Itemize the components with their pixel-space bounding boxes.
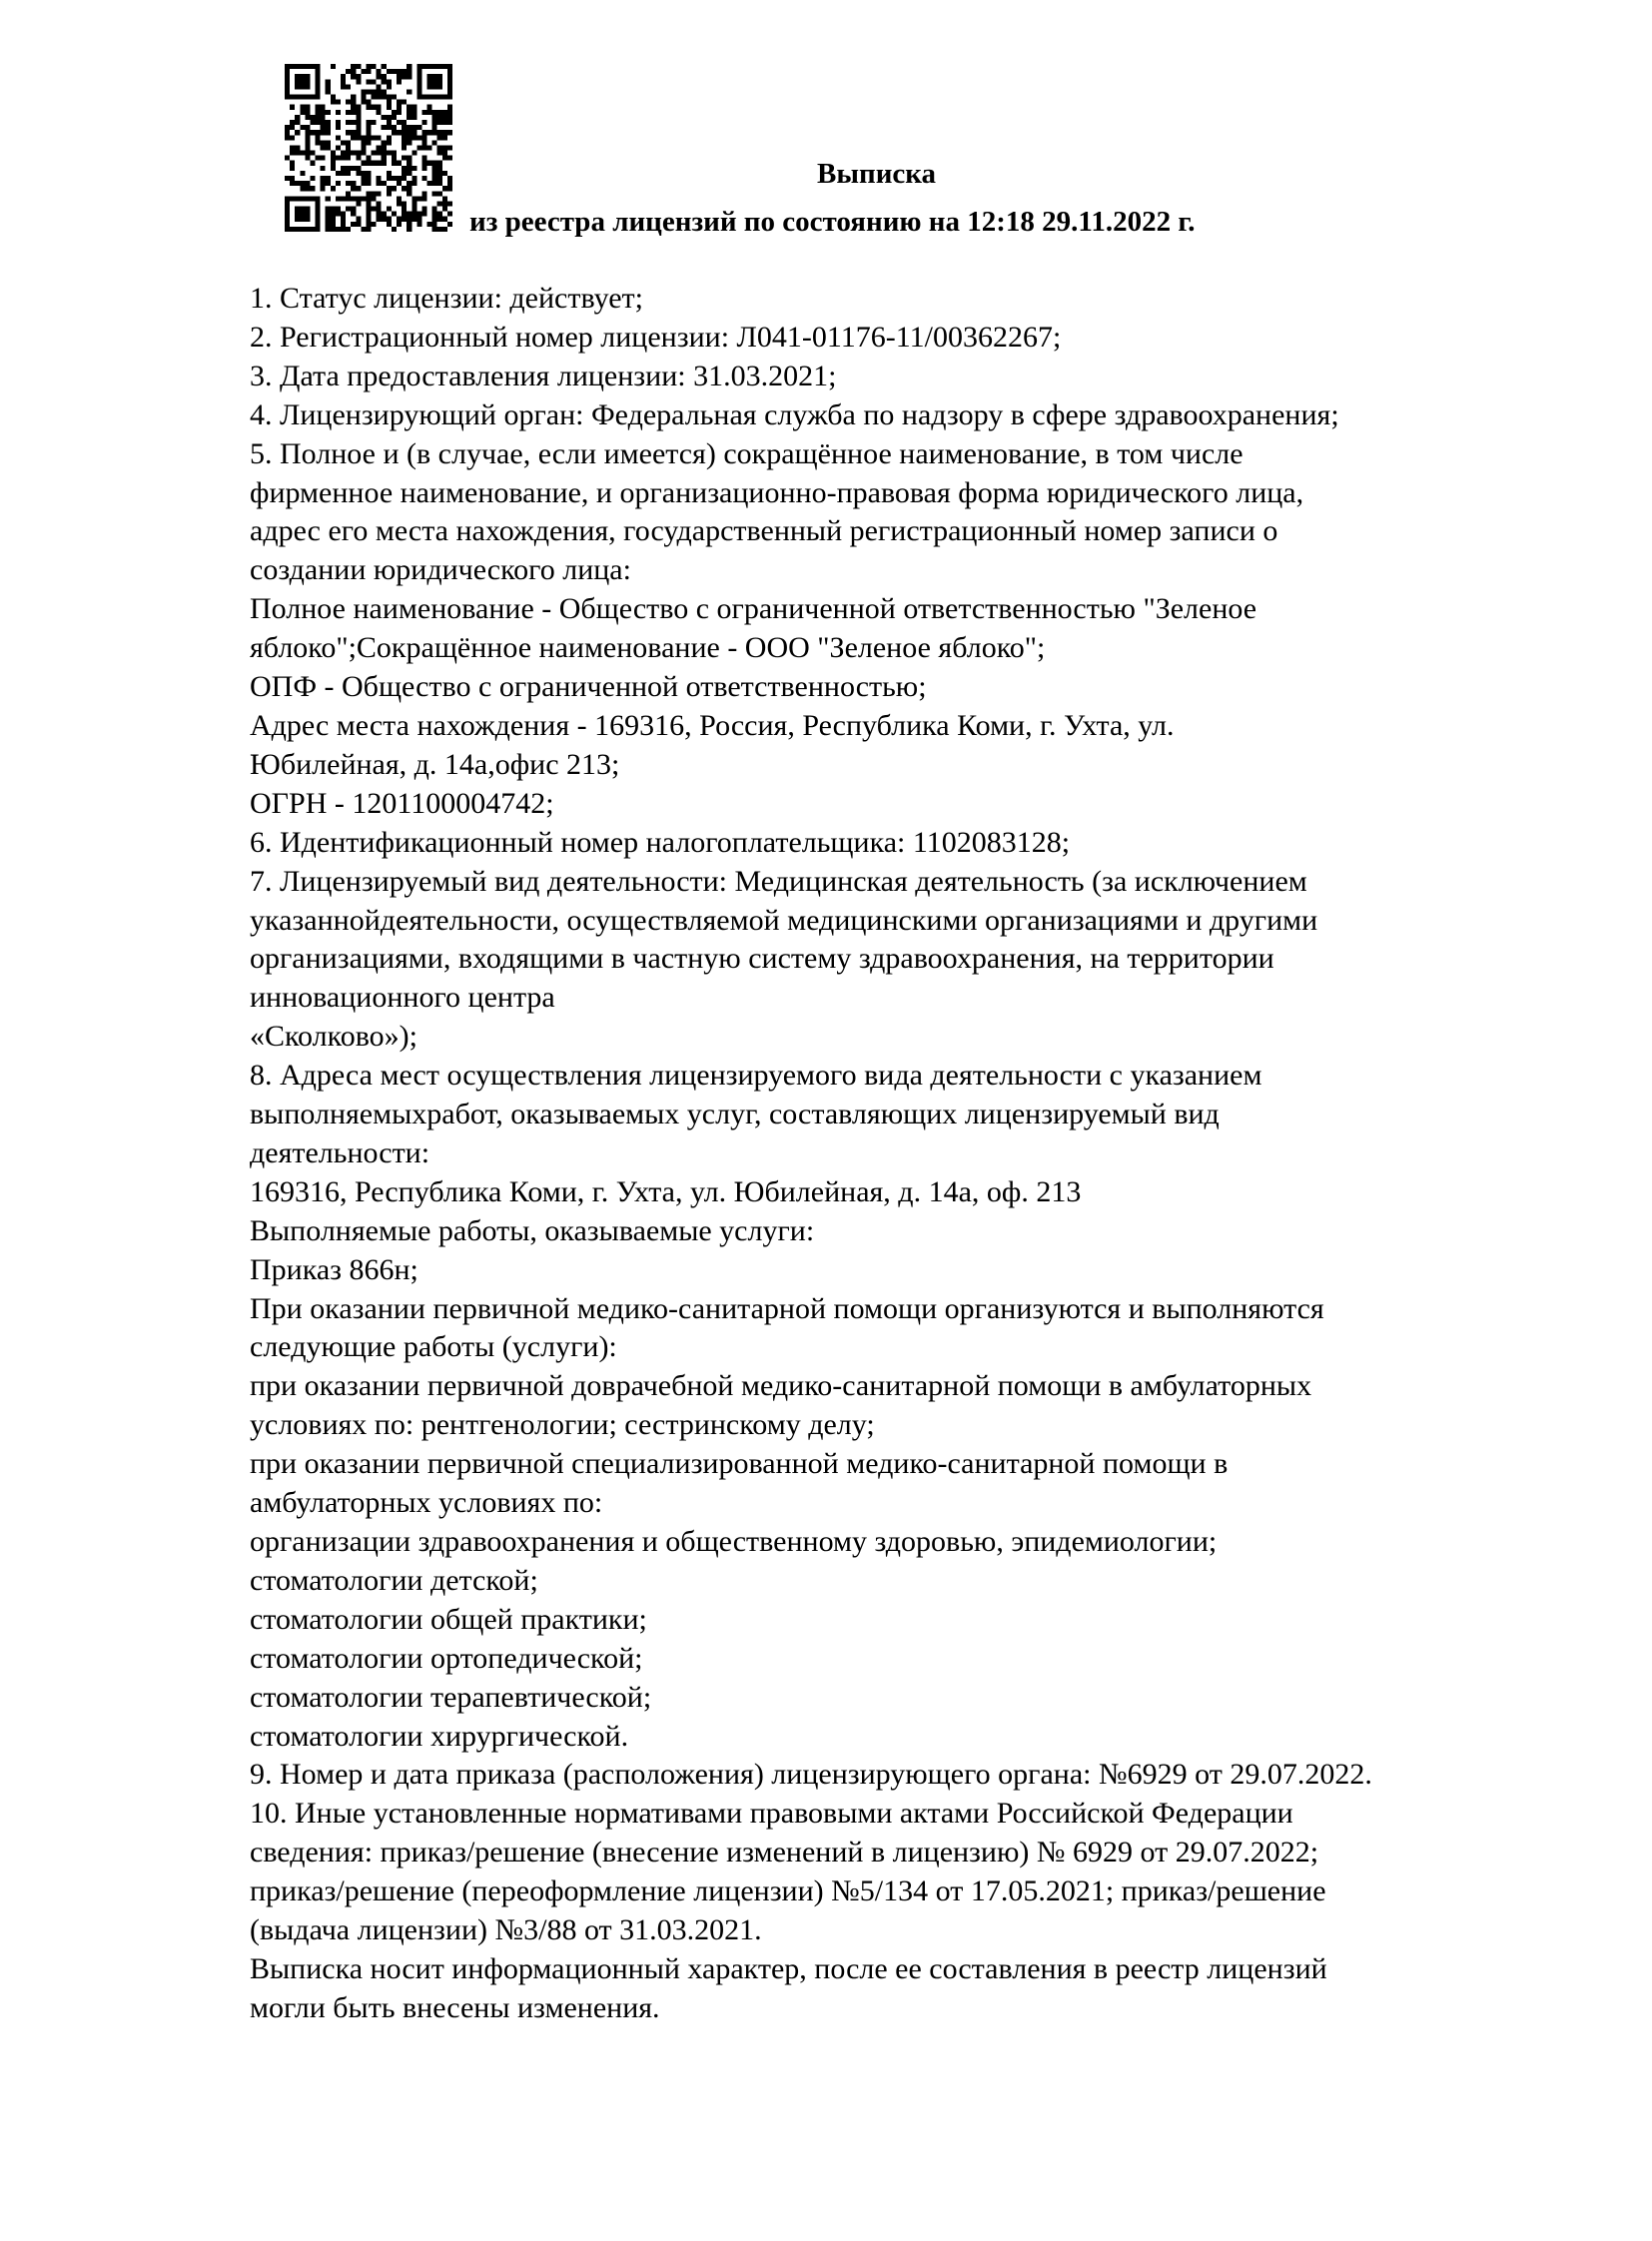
body-line: стоматологии ортопедической; — [250, 1641, 643, 1675]
body-line: 1. Статус лицензии: действует; — [250, 282, 643, 315]
document-title: Выписка — [817, 158, 937, 190]
body-line: 6. Идентификационный номер налогоплательщика: 1102083128; — [250, 825, 1071, 859]
body-line: ОГРН - 1201100004742; — [250, 786, 554, 820]
body-line: амбулаторных условиях по: — [250, 1486, 603, 1520]
body-line: сведения: приказ/решение (внесение изменений в лицензию) № 6929 от 29.07.2022; — [250, 1836, 1319, 1869]
body-line: при оказании первичной доврачебной медико-санитарной помощи в амбулаторных — [250, 1369, 1312, 1403]
body-line: 8. Адреса мест осуществления лицензируемого вида деятельности с указанием — [250, 1059, 1262, 1093]
body-line: инновационного центра — [250, 981, 555, 1015]
body-line: стоматологии хирургической. — [250, 1719, 629, 1753]
body-line: ОПФ - Общество с ограниченной ответственностью; — [250, 670, 927, 704]
body-line: 169316, Республика Коми, г. Ухта, ул. Юбилейная, д. 14а, оф. 213 — [250, 1174, 1082, 1208]
body-line: Выполняемые работы, оказываемые услуги: — [250, 1213, 815, 1247]
body-line: Выписка носит информационный характер, после ее составления в реестр лицензий — [250, 1951, 1327, 1985]
body-line: адрес его места нахождения, государственный регистрационный номер записи о — [250, 514, 1278, 548]
body-line: стоматологии детской; — [250, 1563, 538, 1597]
body-line: Юбилейная, д. 14а,офис 213; — [250, 747, 620, 781]
body-line: 7. Лицензируемый вид деятельности: Медицинская деятельность (за исключением — [250, 864, 1307, 898]
body-line: деятельности: — [250, 1135, 430, 1169]
body-line: организации здравоохранения и общественному здоровью, эпидемиологии; — [250, 1525, 1218, 1558]
body-line: приказ/решение (переоформление лицензии) №5/134 от 17.05.2021; приказ/решение — [250, 1874, 1326, 1908]
body-line: стоматологии терапевтической; — [250, 1680, 652, 1714]
body-line: «Сколково»); — [250, 1020, 417, 1054]
body-line: 4. Лицензирующий орган: Федеральная служба по надзору в сфере здравоохранения; — [250, 397, 1339, 431]
body-line: 3. Дата предоставления лицензии: 31.03.2021; — [250, 359, 837, 392]
body-line: 5. Полное и (в случае, если имеется) сокращённое наименование, в том числе — [250, 436, 1243, 470]
body-line: условиях по: рентгенологии; сестринскому делу; — [250, 1408, 875, 1442]
body-line: 2. Регистрационный номер лицензии: Л041-01176-11/00362267; — [250, 320, 1062, 354]
body-line: следующие работы (услуги): — [250, 1330, 617, 1364]
document-subtitle: из реестра лицензий по состоянию на 12:18 29.11.2022 г. — [469, 206, 1196, 238]
body-line: фирменное наименование, и организационно-правовая форма юридического лица, — [250, 475, 1304, 509]
body-line: Полное наименование - Общество с ограниченной ответственностью "Зеленое — [250, 592, 1257, 626]
body-line: выполняемыхработ, оказываемых услуг, составляющих лицензируемый вид — [250, 1098, 1220, 1131]
body-line: создании юридического лица: — [250, 553, 631, 587]
body-line: организациями, входящими в частную систему здравоохранения, на территории — [250, 942, 1274, 976]
body-line: стоматологии общей практики; — [250, 1602, 647, 1636]
document-body — [250, 280, 1508, 2028]
body-line: При оказании первичной медико-санитарной помощи организуются и выполняются — [250, 1291, 1324, 1325]
body-line: при оказании первичной специализированной медико-санитарной помощи в — [250, 1447, 1229, 1481]
body-line: Приказ 866н; — [250, 1252, 418, 1286]
body-line: Адрес места нахождения - 169316, Россия, Республика Коми, г. Ухта, ул. — [250, 708, 1175, 742]
body-line: 9. Номер и дата приказа (расположения) лицензирующего органа: №6929 от 29.07.2022. — [250, 1758, 1372, 1792]
body-line: указаннойдеятельности, осуществляемой медицинскими организациями и другими — [250, 903, 1318, 937]
body-line: 10. Иные установленные нормативами правовыми актами Российской Федерации — [250, 1797, 1293, 1831]
body-line: яблоко";Сокращённое наименование - ООО "Зеленое яблоко"; — [250, 631, 1046, 665]
body-line: (выдача лицензии) №3/88 от 31.03.2021. — [250, 1913, 762, 1947]
body-line: могли быть внесены изменения. — [250, 1990, 660, 2024]
